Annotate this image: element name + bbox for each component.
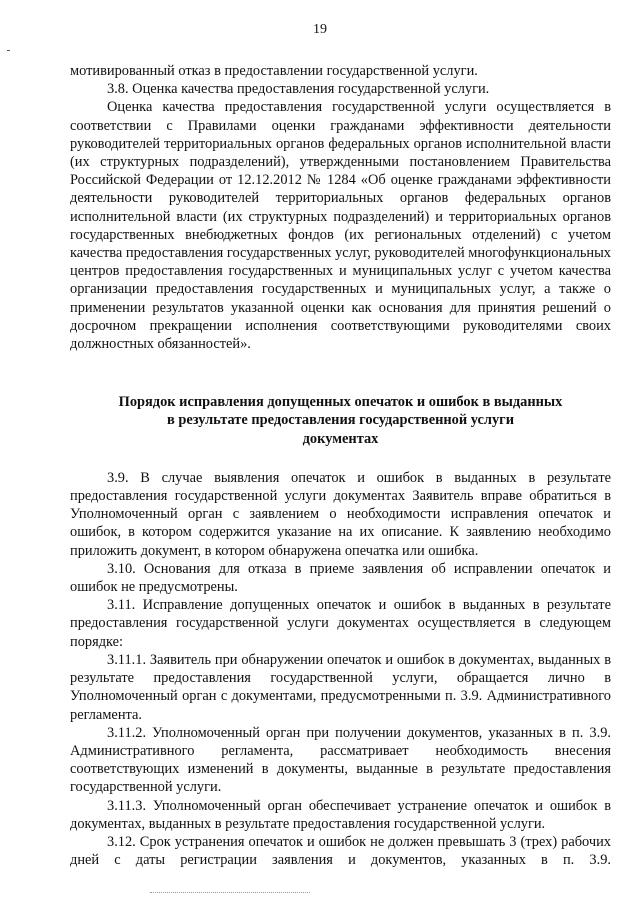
paragraph-3-9: 3.9. В случае выявления опечаток и ошибок в выданных в результате предоставления государственной услуги документах Заявитель вправе обратиться в Уполномоченный орган с заявлением о необходимости исправления опечаток и ошибок, в котором содержится указание на их описание. К заявлению необходимо приложить документ, в котором обнаружена опечатка или ошибка. bbox=[70, 469, 611, 559]
paragraph-3-10: 3.10. Основания для отказа в приеме заявления об исправлении опечаток и ошибок не предусмотрены. bbox=[70, 560, 611, 596]
paragraph-3-11-3: 3.11.3. Уполномоченный орган обеспечивает устранение опечаток и ошибок в документах, выданных в результате предоставления государственной услуги. bbox=[70, 797, 611, 832]
paragraph-3-11-1: 3.11.1. Заявитель при обнаружении опечаток и ошибок в документах, выданных в результате предоставления государственной услуги, обращается лично в Уполномоченный орган с документами, предусмотренными п. 3.9. Административного регламента. bbox=[70, 651, 611, 723]
section-heading-line-1: Порядок исправления допущенных опечаток и ошибок в выданных bbox=[118, 394, 563, 411]
paragraph-3-8-title: 3.8. Оценка качества предоставления государственной услуги. bbox=[107, 81, 490, 98]
section-heading-line-2: в результате предоставления государственной услуги bbox=[167, 412, 514, 429]
section-heading-line-3: документах bbox=[302, 430, 379, 447]
paragraph-3-11: 3.11. Исправление допущенных опечаток и ошибок в выданных в результате предоставления государственной услуги документах осуществляется в следующем порядке: bbox=[70, 597, 611, 650]
bottom-scan-artifact bbox=[150, 892, 310, 894]
paragraph-3-12: 3.12. Срок устранения опечаток и ошибок не должен превышать 3 (трех) рабочих дней с даты регистрации заявления и документов, указанных в п. 3.9. bbox=[70, 833, 611, 869]
section-heading bbox=[70, 393, 611, 448]
paragraph-3-8-body: Оценка качества предоставления государственной услуги осуществляется в соответствии с Правилами оценки гражданами эффективности деятельности руководителей территориальных органов федеральных органов исполнительной власти (их структурных подразделений), утвержденными постановлением Правительства Российской Федерации от 12.12.2012 № 1284 «Об оценке гражданами эффективности деятельности руководителей территориальных органов федеральных органов исполнительной власти (их структурных подразделений) и территориальных органов государственных внебюджетных фондов (их региональных отделений) с учетом качества предоставления государственных услуг, руководителей многофункциональных центров предоставления государственных и муниципальных услуг с учетом качества организации предоставления государственных и муниципальных услуг, а также о применении результатов указанной оценки как основания для принятия решений о досрочном прекращении исполнения соответствующими руководителями своих должностных обязанностей». bbox=[70, 99, 611, 353]
paragraph-refusal-end: мотивированный отказ в предоставлении государственной услуги. bbox=[70, 63, 478, 79]
paragraph-3-11-2: 3.11.2. Уполномоченный орган при получении документов, указанных в п. 3.9. Административного регламента, рассматривает необходимость внесения соответствующих изменений в документы, выданные в результате предоставления государственной услуги. bbox=[70, 724, 611, 796]
edge-scan-mark bbox=[7, 50, 10, 51]
page-number: 19 bbox=[313, 22, 327, 37]
document-body bbox=[70, 62, 611, 869]
